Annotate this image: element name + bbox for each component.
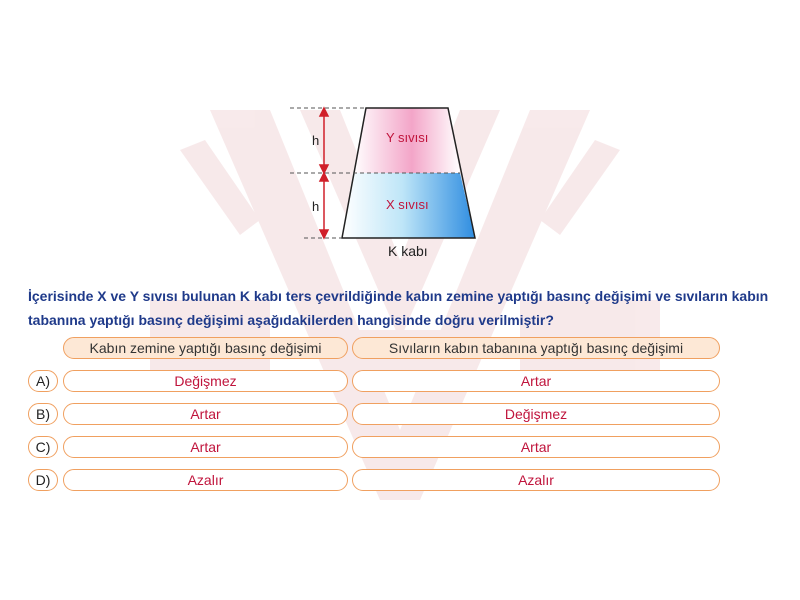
height-label-top: h [312, 133, 320, 148]
option-d-floor-cell[interactable] [63, 469, 348, 491]
height-label-bottom: h [312, 199, 320, 214]
cell-value: Değişmez [504, 406, 568, 422]
option-b-floor-cell[interactable] [63, 403, 348, 425]
option-b-base-cell[interactable] [352, 403, 720, 425]
cell-value: Artar [520, 373, 552, 389]
option-a-floor-cell[interactable] [63, 370, 348, 392]
column-header-floor-pressure [63, 337, 348, 359]
cell-value: Artar [190, 406, 221, 422]
option-c-button[interactable] [28, 436, 58, 458]
container-label: K kabı [388, 243, 428, 259]
column-header-base-pressure [352, 337, 720, 359]
option-label: C) [35, 439, 51, 455]
option-b-button[interactable] [28, 403, 58, 425]
option-label: B) [36, 406, 50, 422]
option-c-base-cell[interactable] [352, 436, 720, 458]
cell-value: Azalır [518, 472, 554, 488]
option-a-base-cell[interactable] [352, 370, 720, 392]
question-text: İçerisinde X ve Y sıvısı bulunan K kabı ters çevrildiğinde kabın zemine yaptığı basınç değişimi ve sıvıların kabın tabanına yaptığı basınç değişimi aşağıdakilerden hangisinde doğru verilmiştir? [28, 288, 769, 328]
option-d-base-cell[interactable] [352, 469, 720, 491]
cell-value: Değişmez [174, 373, 237, 389]
option-d-button[interactable] [28, 469, 58, 491]
column-header-label: Sıvıların kabın tabanına yaptığı basınç değişimi [388, 340, 684, 356]
y-liquid-label: Y sıvısı [386, 130, 429, 145]
option-a-button[interactable] [28, 370, 58, 392]
cell-value: Azalır [187, 472, 224, 488]
x-liquid-label: X sıvısı [386, 197, 429, 212]
option-label: A) [36, 373, 50, 389]
option-c-floor-cell[interactable] [63, 436, 348, 458]
cell-value: Artar [190, 439, 221, 455]
column-header-label: Kabın zemine yaptığı basınç değişimi [89, 340, 322, 356]
option-label: D) [35, 472, 51, 488]
cell-value: Artar [520, 439, 552, 455]
container-diagram [290, 100, 490, 270]
